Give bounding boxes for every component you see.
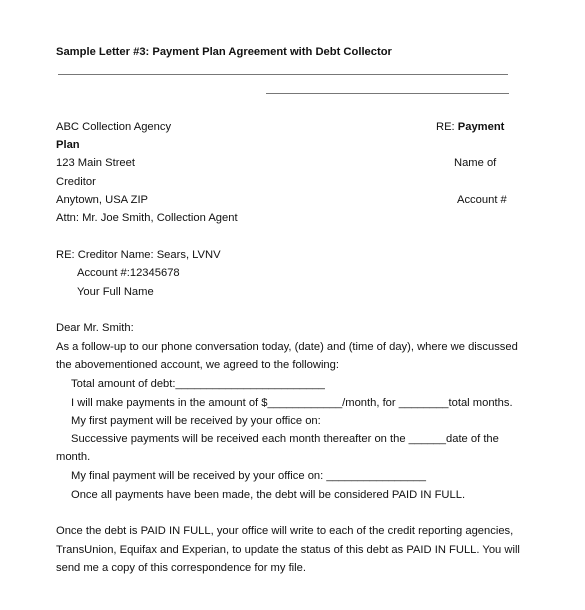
term-payment-amount: I will make payments in the amount of $____________/month, for ________total months. xyxy=(71,397,513,409)
re-subject-continued: Plan xyxy=(56,139,80,151)
term-successive-payments: Successive payments will be received each month thereafter on the ______date of the xyxy=(71,433,499,445)
letter-title: Sample Letter #3: Payment Plan Agreement with Debt Collector xyxy=(56,46,392,58)
intro-line-1: As a follow-up to our phone conversation today, (date) and (time of day), where we discussed xyxy=(56,341,518,353)
closing-line-2: TransUnion, Equifax and Experian, to update the status of this debt as PAID IN FULL. You will xyxy=(56,544,520,556)
sender-name: ABC Collection Agency xyxy=(56,121,172,133)
creditor-label: Name of xyxy=(454,157,497,169)
closing-line-3: send me a copy of this correspondence for my file. xyxy=(56,562,306,574)
term-paid-in-full: Once all payments have been made, the debt will be considered PAID IN FULL. xyxy=(71,489,466,501)
sender-attn: Attn: Mr. Joe Smith, Collection Agent xyxy=(56,212,238,224)
re-your-name: Your Full Name xyxy=(77,286,154,298)
sender-city: Anytown, USA ZIP xyxy=(56,194,149,206)
intro-line-2: the abovementioned account, we agreed to the following: xyxy=(56,359,339,371)
re-subject-line xyxy=(436,120,504,134)
re-subject: Payment xyxy=(457,121,505,133)
re-account-number: Account #:12345678 xyxy=(77,267,180,279)
closing-line-1: Once the debt is PAID IN FULL, your office will write to each of the credit reporting agencies, xyxy=(56,525,514,537)
signature-rule-bottom xyxy=(266,93,509,94)
sender-street: 123 Main Street xyxy=(56,157,135,169)
salutation: Dear Mr. Smith: xyxy=(56,322,134,334)
term-total-debt: Total amount of debt:________________________ xyxy=(71,378,325,390)
account-label: Account # xyxy=(457,194,507,206)
re-prefix: RE: xyxy=(436,121,455,133)
signature-rule-top xyxy=(58,74,508,75)
term-first-payment: My first payment will be received by your office on: xyxy=(71,415,321,427)
creditor-label-continued: Creditor xyxy=(56,176,96,188)
re-creditor-name: RE: Creditor Name: Sears, LVNV xyxy=(56,249,221,261)
term-final-payment: My final payment will be received by your office on: ________________ xyxy=(71,470,426,482)
term-successive-payments-continued: month. xyxy=(56,451,91,463)
